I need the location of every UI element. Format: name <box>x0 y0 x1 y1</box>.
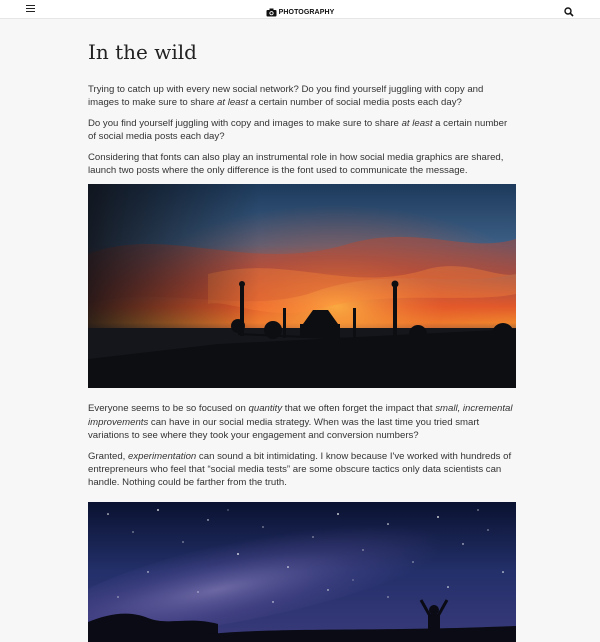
sunset-pier-photo <box>88 184 516 388</box>
text-run: Do you find yourself juggling with copy and images to make sure to share <box>88 117 402 129</box>
article-content <box>88 38 516 642</box>
emphasis-text: at least <box>401 117 433 129</box>
paragraph-5 <box>88 450 516 490</box>
site-brand[interactable] <box>0 4 600 15</box>
text-run: can sound a bit intimidating. I know because I've worked with hundreds of entrepreneurs who feel that “social media tests” are some obscure tactics only data scientists can handle. Nothing could be farther from the truth. <box>88 450 512 489</box>
article-title: In the wild <box>88 40 197 64</box>
text-run: Trying to catch up with every new social network? Do you find yourself juggling with copy and images to make sure to share <box>88 84 484 109</box>
text-run: Granted, <box>88 450 128 462</box>
text-run: that we often forget the impact that <box>282 403 436 415</box>
paragraph-2 <box>88 117 516 144</box>
text-run: a certain number of social media posts each day? <box>247 97 462 109</box>
text-run: a certain number of social media posts each day? <box>88 117 508 143</box>
text-run: Everyone seems to be so focused on <box>88 403 249 415</box>
brand-name: PHOTOGRAPHY <box>278 9 335 16</box>
night-sky-photo <box>88 502 516 642</box>
search-icon[interactable] <box>564 4 574 14</box>
emphasis-text: quantity <box>248 403 283 415</box>
paragraph-4 <box>88 402 516 442</box>
emphasis-text: at least <box>217 97 248 109</box>
paragraph-1 <box>88 83 516 110</box>
paragraph-3: Considering that fonts can also play an instrumental role in how social media graphics are shared, launch two posts where the only difference is the font used to communicate the message. <box>88 151 504 177</box>
emphasis-text: small, incremental improvements <box>88 403 513 428</box>
text-run: can have in our social media strategy. When was the last time you tried smart variations to see where they took your engagement and conversion numbers? <box>88 416 480 442</box>
emphasis-text: experimentation <box>128 450 197 462</box>
camera-icon <box>266 8 277 17</box>
top-navigation-bar <box>0 0 600 19</box>
